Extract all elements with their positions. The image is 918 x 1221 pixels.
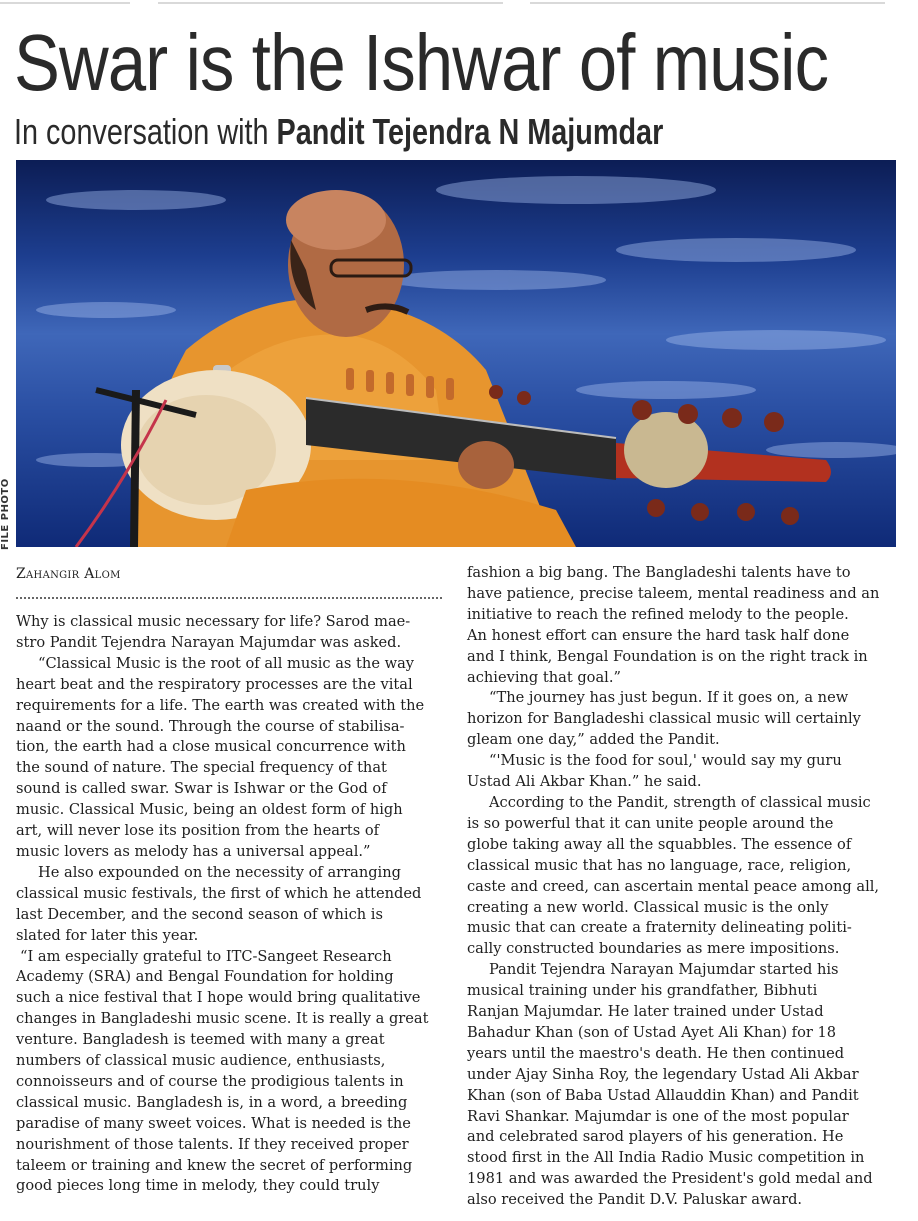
top-rule — [0, 0, 918, 6]
article-line: classical music festivals, the first of which he attended — [16, 884, 422, 902]
article-line: art, will never lose its position from the hearts of — [16, 822, 380, 840]
article-line: also received the Pandit D.V. Paluskar award. — [467, 1191, 803, 1209]
article-line: and celebrated sarod players of his generation. He — [467, 1128, 844, 1146]
article-line: Academy (SRA) and Bengal Foundation for holding — [16, 968, 394, 986]
article-line: globe taking away all the squabbles. The essence of — [467, 835, 852, 853]
article-line: the sound of nature. The special frequency of that — [16, 759, 387, 777]
photo-credit: FILE PHOTO — [0, 478, 11, 550]
article-line: Ustad Ali Akbar Khan.” he said. — [467, 773, 702, 791]
article-line: Bahadur Khan (son of Ustad Ayet Ali Khan) for 18 — [467, 1023, 837, 1041]
article-line: connoisseurs and of course the prodigious talents in — [16, 1072, 404, 1090]
article-line: He also expounded on the necessity of arranging — [38, 863, 401, 881]
article-line: Pandit Tejendra Narayan Majumdar started his — [489, 961, 839, 979]
article-line: Ravi Shankar. Majumdar is one of the most popular — [467, 1107, 849, 1125]
article-line: music that can create a fraternity delineating politi- — [467, 919, 852, 937]
article-line: and I think, Bengal Foundation is on the right track in — [467, 647, 868, 665]
article-line: “I am especially grateful to ITC-Sangeet Research — [20, 947, 392, 965]
article-line: “The journey has just begun. If it goes on, a new — [489, 689, 849, 707]
article-line: years until the maestro's death. He then continued — [467, 1044, 845, 1062]
sarod-player-photo — [16, 160, 896, 547]
article-line: music. Classical Music, being an oldest form of high — [16, 801, 403, 819]
article-column-2 — [467, 563, 899, 1211]
article-line: naand or the sound. Through the course of stabilisa- — [16, 717, 405, 735]
subheadline — [14, 110, 734, 154]
article-line: have patience, precise taleem, mental readiness and an — [467, 584, 880, 602]
article-line: such a nice festival that I hope would bring qualitative — [16, 989, 421, 1007]
interviewee-name: Pandit Tejendra N Majumdar — [276, 111, 664, 152]
article-line: heart beat and the respiratory processes are the vital — [16, 675, 413, 693]
article-line: classical music. Bangladesh is, in a word, a breeding — [16, 1093, 408, 1111]
article-line: According to the Pandit, strength of classical music — [489, 793, 871, 811]
article-line: stood first in the All India Radio Music competition in — [467, 1149, 865, 1167]
article-line: creating a new world. Classical music is the only — [467, 898, 829, 916]
article-line: Why is classical music necessary for life? Sarod mae- — [16, 613, 411, 630]
article-line: tion, the earth had a close musical concurrence with — [16, 738, 406, 756]
article-column-1 — [16, 612, 446, 1197]
article-line: requirements for a life. The earth was created with the — [16, 696, 425, 714]
byline: Zahangir Alom — [16, 566, 121, 582]
article-line: is so powerful that it can unite people around the — [467, 814, 834, 832]
article-line: 1981 and was awarded the President's gold medal and — [467, 1170, 873, 1188]
article-line: changes in Bangladeshi music scene. It is really a great — [16, 1010, 429, 1028]
article-line: cally constructed boundaries as mere impositions. — [467, 940, 840, 958]
article-line: caste and creed, can ascertain mental peace among all, — [467, 877, 880, 895]
article-line: stro Pandit Tejendra Narayan Majumdar was asked. — [16, 633, 402, 651]
article-line: last December, and the second season of which is — [16, 905, 383, 923]
article-line: gleam one day,” added the Pandit. — [467, 731, 720, 749]
article-line: classical music that has no language, race, religion, — [467, 856, 852, 874]
article-line: “'Music is the food for soul,' would say my guru — [489, 752, 842, 770]
article-line: An honest effort can ensure the hard task half done — [467, 626, 850, 644]
subhead-prefix: In conversation with — [14, 111, 277, 152]
article-line: musical training under his grandfather, Bibhuti — [467, 982, 818, 1000]
article-line: venture. Bangladesh is teemed with many a great — [16, 1031, 385, 1049]
article-line: horizon for Bangladeshi classical music will certainly — [467, 710, 861, 728]
article-line: Ranjan Majumdar. He later trained under Ustad — [467, 1003, 824, 1021]
article-line: music lovers as melody has a universal appeal.” — [16, 842, 371, 860]
article-line: “Classical Music is the root of all music as the way — [38, 654, 415, 672]
article-line: nourishment of those talents. If they received proper — [16, 1135, 409, 1153]
article-line: slated for later this year. — [16, 926, 199, 944]
article-line: initiative to reach the refined melody to the people. — [467, 605, 849, 623]
article-line: taleem or training and knew the secret of performing — [16, 1156, 413, 1174]
article-line: good pieces long time in melody, they could truly — [16, 1177, 380, 1195]
headline: Swar is the Ishwar of music — [14, 18, 829, 107]
article-line: Khan (son of Baba Ustad Allauddin Khan) and Pandit — [467, 1086, 859, 1104]
article-line: paradise of many sweet voices. What is needed is the — [16, 1114, 411, 1132]
article-line: under Ajay Sinha Roy, the legendary Ustad Ali Akbar — [467, 1065, 859, 1083]
article-line: numbers of classical music audience, enthusiasts, — [16, 1052, 386, 1070]
article-line: fashion a big bang. The Bangladeshi talents have to — [467, 564, 851, 581]
article-line: sound is called swar. Swar is Ishwar or the God of — [16, 780, 387, 798]
article-line: achieving that goal.” — [467, 668, 621, 686]
byline-divider — [16, 597, 442, 599]
